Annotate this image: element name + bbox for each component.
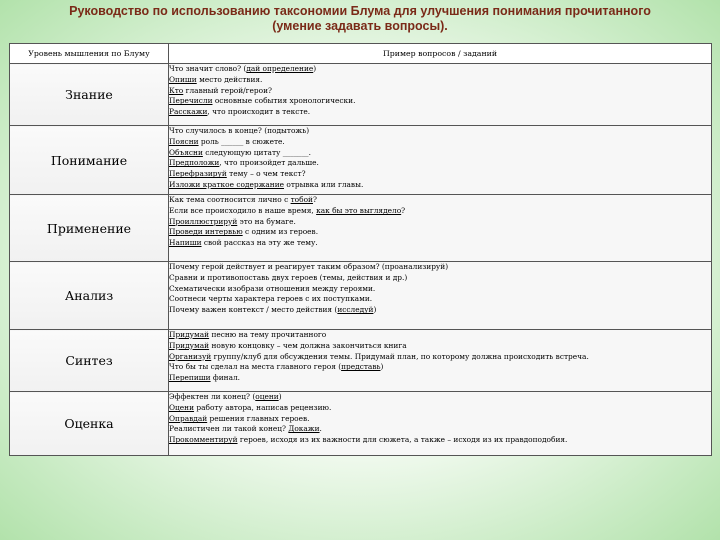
example-text: место действия. bbox=[196, 74, 263, 84]
example-text: Эффектен ли конец? ( bbox=[169, 392, 256, 401]
example-line bbox=[169, 148, 711, 159]
example-keyword: оцени bbox=[255, 392, 279, 401]
examples-cell bbox=[169, 392, 712, 456]
example-text: ) bbox=[380, 362, 384, 372]
page-title bbox=[0, 4, 720, 34]
table-row bbox=[10, 64, 712, 126]
example-line bbox=[169, 392, 711, 403]
examples-cell bbox=[169, 126, 712, 195]
example-text: тему – о чем текст? bbox=[226, 169, 306, 179]
example-line bbox=[169, 206, 711, 217]
example-keyword: Проведи интервью bbox=[169, 227, 243, 237]
examples-cell bbox=[169, 262, 712, 330]
example-text: новую концовку – чем должна закончиться книга bbox=[209, 340, 407, 350]
example-text: ) bbox=[373, 305, 377, 315]
example-keyword: Опиши bbox=[169, 74, 197, 84]
example-line bbox=[169, 294, 711, 305]
example-text: решения главных героев. bbox=[207, 413, 310, 423]
example-keyword: Изложи краткое содержание bbox=[169, 179, 285, 189]
example-line bbox=[169, 414, 711, 425]
example-line bbox=[169, 273, 711, 284]
bloom-taxonomy-table bbox=[9, 43, 712, 456]
example-text: это на бумаге. bbox=[237, 216, 296, 226]
example-text: основные события хронологически. bbox=[212, 96, 356, 106]
example-line bbox=[169, 424, 711, 435]
example-text: , что происходит в тексте. bbox=[207, 107, 311, 117]
example-keyword: Придумай bbox=[169, 330, 210, 339]
example-keyword: Придумай bbox=[169, 340, 210, 350]
example-line bbox=[169, 238, 711, 249]
example-keyword: Организуй bbox=[169, 351, 212, 361]
example-text: свой рассказ на эту же тему. bbox=[201, 238, 318, 248]
level-cell: Знание bbox=[10, 64, 169, 126]
example-line bbox=[169, 435, 711, 446]
example-keyword: Перепиши bbox=[169, 373, 211, 383]
example-keyword: Напиши bbox=[169, 238, 202, 248]
example-line bbox=[169, 262, 711, 273]
example-text: героев, исходя из их важности для сюжета, а также – исходя из их правдоподобия. bbox=[237, 435, 568, 445]
level-cell: Понимание bbox=[10, 126, 169, 195]
example-text: ? bbox=[401, 205, 406, 215]
example-keyword: тобой bbox=[290, 195, 313, 204]
example-line bbox=[169, 86, 711, 97]
example-text: Если все происходило в наше время, bbox=[169, 205, 317, 215]
example-text: Соотнеси черты характера героев с их поступками. bbox=[169, 294, 373, 304]
example-line bbox=[169, 341, 711, 352]
example-text: , что произойдет дальше. bbox=[219, 158, 319, 168]
example-keyword: Поясни bbox=[169, 136, 199, 146]
example-text: финал. bbox=[210, 373, 241, 383]
example-text: Почему герой действует и реагирует таким образом? (проанализируй) bbox=[169, 262, 449, 271]
example-line bbox=[169, 137, 711, 148]
example-line bbox=[169, 305, 711, 316]
example-line bbox=[169, 373, 711, 384]
example-text: Как тема соотносится лично с bbox=[169, 195, 291, 204]
example-text: Сравни и противопоставь двух героев (темы, действия и др.) bbox=[169, 272, 408, 282]
example-line bbox=[169, 75, 711, 86]
examples-cell bbox=[169, 195, 712, 262]
example-text: Что значит слово? ( bbox=[169, 64, 247, 73]
example-line bbox=[169, 195, 711, 206]
example-keyword: Предположи bbox=[169, 158, 220, 168]
example-text: . bbox=[319, 424, 322, 434]
level-cell: Анализ bbox=[10, 262, 169, 330]
example-keyword: как бы это выглядело bbox=[316, 205, 402, 215]
table-row bbox=[10, 330, 712, 392]
example-keyword: Оцени bbox=[169, 402, 195, 412]
example-text: главный герой/герои? bbox=[183, 85, 272, 95]
example-line bbox=[169, 403, 711, 414]
header-level: Уровень мышления по Блуму bbox=[10, 44, 169, 64]
example-text: Реалистичен ли такой конец? bbox=[169, 424, 289, 434]
example-text: ? bbox=[312, 195, 317, 204]
example-line bbox=[169, 227, 711, 238]
example-keyword: исследуй bbox=[337, 305, 374, 315]
example-line bbox=[169, 169, 711, 180]
header-examples: Пример вопросов / заданий bbox=[169, 44, 712, 64]
example-line bbox=[169, 352, 711, 363]
example-keyword: дай определение bbox=[246, 64, 314, 73]
example-line bbox=[169, 217, 711, 228]
example-line bbox=[169, 330, 711, 341]
example-text: Почему важен контекст / место действия ( bbox=[169, 305, 338, 315]
level-cell: Синтез bbox=[10, 330, 169, 392]
example-line bbox=[169, 158, 711, 169]
example-keyword: Докажи bbox=[288, 424, 320, 434]
example-text: Что случилось в конце? (подытожь) bbox=[169, 126, 310, 135]
example-line bbox=[169, 284, 711, 295]
level-cell: Применение bbox=[10, 195, 169, 262]
example-text: работу автора, написав рецензию. bbox=[194, 402, 332, 412]
table-row bbox=[10, 262, 712, 330]
example-keyword: Расскажи bbox=[169, 107, 208, 117]
example-text: следующую цитату _______. bbox=[202, 147, 311, 157]
example-keyword: Проиллюстрируй bbox=[169, 216, 238, 226]
examples-cell bbox=[169, 330, 712, 392]
example-keyword: Перефразируй bbox=[169, 169, 227, 179]
example-keyword: Объясни bbox=[169, 147, 203, 157]
example-line bbox=[169, 107, 711, 118]
example-line bbox=[169, 96, 711, 107]
example-text: ) bbox=[278, 392, 282, 401]
table-row bbox=[10, 392, 712, 456]
level-cell: Оценка bbox=[10, 392, 169, 456]
title-line-1: Руководство по использованию таксономии Блума для улучшения понимания прочитанного bbox=[69, 4, 651, 18]
example-text: Что бы ты сделал на места главного героя ( bbox=[169, 362, 342, 372]
example-keyword: Оправдай bbox=[169, 413, 208, 423]
example-keyword: представь bbox=[341, 362, 381, 372]
examples-cell bbox=[169, 64, 712, 126]
example-text: группу/клуб для обсуждения темы. Придумай план, по которому должна происходить встреча. bbox=[211, 351, 589, 361]
example-text: песню на тему прочитанного bbox=[209, 330, 327, 339]
table-header-row bbox=[10, 44, 712, 64]
table-row bbox=[10, 126, 712, 195]
example-line bbox=[169, 64, 711, 75]
example-text: отрывка или главы. bbox=[284, 179, 364, 189]
title-line-2: (умение задавать вопросы). bbox=[272, 19, 448, 33]
example-text: роль ______ в сюжете. bbox=[198, 136, 285, 146]
example-text: с одним из героев. bbox=[242, 227, 319, 237]
example-line bbox=[169, 362, 711, 373]
example-text: ) bbox=[313, 64, 317, 73]
example-line bbox=[169, 180, 711, 191]
table-row bbox=[10, 195, 712, 262]
example-keyword: Кто bbox=[169, 85, 184, 95]
example-keyword: Перечисли bbox=[169, 96, 213, 106]
example-keyword: Прокомментируй bbox=[169, 435, 238, 445]
example-line bbox=[169, 126, 711, 137]
example-text: Схематически изобрази отношения между героями. bbox=[169, 283, 376, 293]
